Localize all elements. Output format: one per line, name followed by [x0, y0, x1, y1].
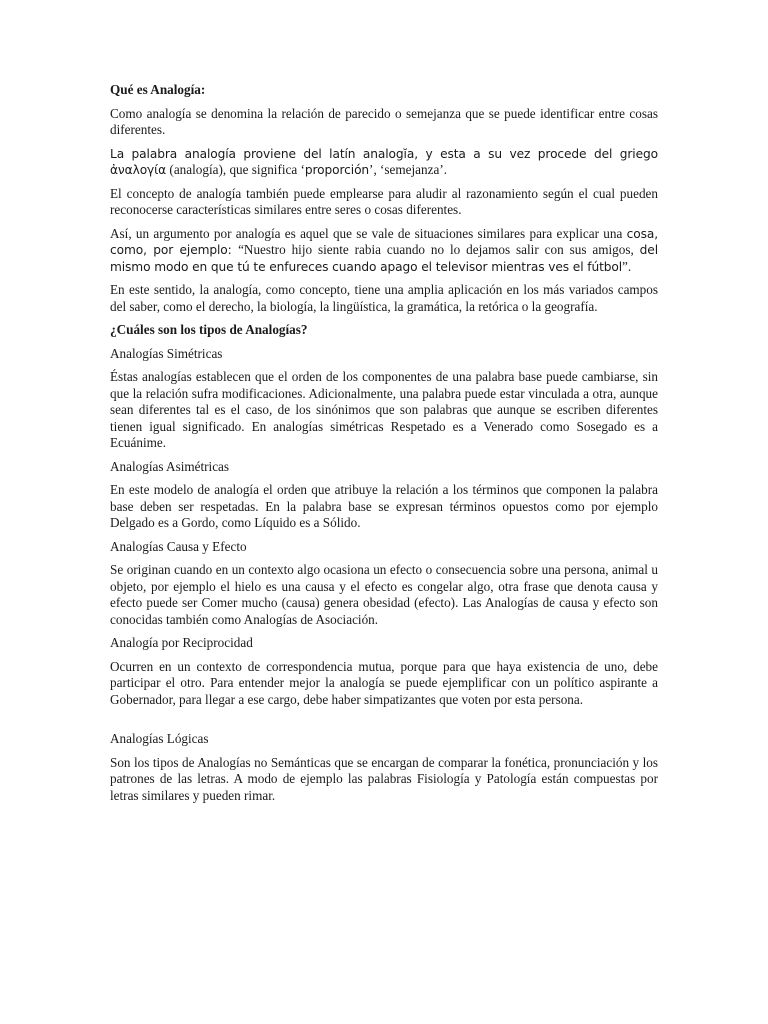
- etymology-serif-text: (analogía), que significa ‘: [166, 162, 305, 177]
- paragraph-concept: El concepto de analogía también puede emplearse para aludir al razonamiento según el cual pueden reconocerse características similares entre seres o cosas diferentes.: [110, 185, 658, 217]
- section-heading-types: ¿Cuáles son los tipos de Analogías?: [110, 322, 308, 337]
- subheading-reciprocity: Analogía por Reciprocidad: [110, 635, 253, 650]
- etymology-proportion-word: proporción: [304, 163, 370, 177]
- argument-example-lead: cosa, como, por ejemplo:: [110, 226, 658, 257]
- paragraph-argument: [110, 226, 658, 276]
- paragraph-definition: Como analogía se denomina la relación de parecido o semejanza que se puede identificar entre cosas diferentes.: [110, 105, 658, 137]
- paragraph-etymology: [110, 146, 658, 179]
- subheading-logical: Analogías Lógicas: [110, 731, 209, 746]
- subheading-symmetric: Analogías Simétricas: [110, 345, 223, 361]
- paragraph-reciprocity: Ocurren en un contexto de correspondencia mutua, porque para que haya existencia de uno, debe participar el otro. Para entender mejor la analogía se puede ejemplificar con un político aspirante a Gobernador, para llegar a ese cargo, debe haber simpatizantes que voten por esta persona.: [110, 658, 658, 707]
- paragraph-cause-effect: Se originan cuando en un contexto algo ocasiona un efecto o consecuencia sobre una persona, animal u objeto, por ejemplo el hielo es una causa y el efecto es congelar algo, otra frase que denota causa y efecto puede ser Comer mucho (causa) genera obesidad (efecto). Las Analogías de causa y efecto son conocidas también como Analogías de Asociación.: [110, 562, 658, 627]
- paragraph-asymmetric: En este modelo de analogía el orden que atribuye la relación a los términos que componen la palabra base deben ser respetadas. En la palabra base se expresan términos opuestos como por ejemplo Delgado es a Gordo, como Líquido es a Sólido.: [110, 482, 658, 530]
- paragraph-application: En este sentido, la analogía, como concepto, tiene una amplia aplicación en los más variados campos del saber, como el derecho, la biología, la lingüística, la gramática, la retórica o la geografía.: [110, 282, 658, 314]
- paragraph-symmetric: Éstas analogías establecen que el orden de los componentes de una palabra base puede cambiarse, sin que la relación sufra modificaciones. Adicionalmente, una palabra puede estar vinculada a otra, aunque sean diferentes tal es el caso, de los sinónimos que son palabras que aunque se escriben diferentes tienen igual significado. En analogías simétricas Respetado es a Venerado como Sosegado es a Ecuánime.: [110, 369, 658, 450]
- argument-intro: Así, un argumento por analogía es aquel que se vale de situaciones similares para explicar una: [110, 225, 627, 241]
- argument-quote-body: del mismo modo en que tú te enfureces cuando apago el televisor mientras ves el fútbol: [110, 243, 658, 274]
- blank-gap: [110, 715, 658, 731]
- subheading-cause-effect: Analogías Causa y Efecto: [110, 538, 247, 554]
- document-page: [110, 82, 658, 811]
- etymology-sans-text: La palabra analogía proviene del latín analogĭa, y esta a su vez procede del griego ἀναλογία: [110, 146, 658, 177]
- argument-quote-open: “Nuestro hijo siente rabia cuando no lo dejamos salir con sus amigos,: [238, 242, 640, 257]
- document-title: Qué es Analogía:: [110, 82, 206, 97]
- argument-quote-close: ”.: [622, 258, 632, 274]
- paragraph-logical: Son los tipos de Analogías no Semánticas que se encargan de comparar la fonética, pronunciación y los patrones de las letras. A modo de ejemplo las palabras Fisiología y Patología están compuestas por letras similares y pueden rimar.: [110, 754, 658, 803]
- etymology-ending: ’, ‘semejanza’.: [369, 162, 448, 177]
- subheading-asymmetric: Analogías Asimétricas: [110, 458, 230, 474]
